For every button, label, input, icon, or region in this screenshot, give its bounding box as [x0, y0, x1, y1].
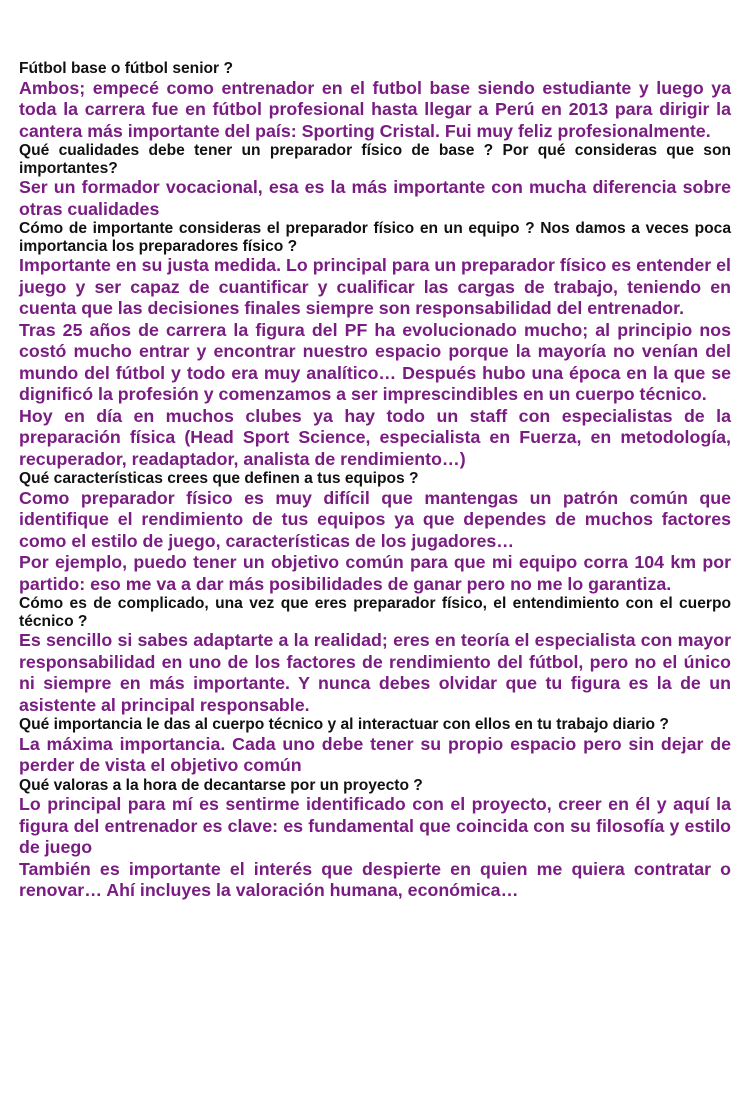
answer-text: Lo principal para mí es sentirme identificado con el proyecto, creer en él y aquí la figura del entrenador es clave: es fundamental que coincida con su filosofía y estilo de juego: [19, 794, 731, 857]
answer-text: Ambos; empecé como entrenador en el futbol base siendo estudiante y luego ya toda la carrera fue en fútbol profesional hasta llegar a Perú en 2013 para dirigir la cantera más importante del país: Sporting Cristal. Fui muy feliz profesionalmente.: [19, 77, 731, 141]
question-text: Fútbol base o fútbol senior ?: [19, 60, 233, 77]
question-text: Cómo de importante consideras el preparador físico en un equipo ? Nos damos a veces poca importancia los preparadores físico ?: [19, 220, 731, 255]
question-text: Qué características crees que definen a tus equipos ?: [19, 470, 419, 487]
question-text: Qué importancia le das al cuerpo técnico y al interactuar con ellos en tu trabajo diario ?: [19, 716, 669, 733]
answer-text: Como preparador físico es muy difícil que mantengas un patrón común que identifique el rendimiento de tus equipos ya que dependes de muchos factores como el estilo de juego, características de los jugadores…: [19, 487, 731, 551]
question-text: Qué cualidades debe tener un preparador físico de base ? Por qué consideras que son importantes?: [19, 142, 731, 177]
answer-text: Ser un formador vocacional, esa es la más importante con mucha diferencia sobre otras cualidades: [19, 177, 731, 219]
answer-text: Es sencillo si sabes adaptarte a la realidad; eres en teoría el especialista con mayor responsabilidad en uno de los factores de rendimiento del fútbol, pero no el único ni siempre en más importante. Y nunca debes olvidar que tu figura es la de un asistente al principal responsable.: [19, 630, 731, 715]
answer-text: Importante en su justa medida. Lo principal para un preparador físico es entender el juego y ser capaz de cuantificar y cualificar las cargas de trabajo, teniendo en cuenta que las decisiones finales siempre son responsabilidad del entrenador.: [19, 255, 731, 318]
answer-text: También es importante el interés que despierte en quien me quiera contratar o renovar… Ahí incluyes la valoración humana, económica…: [19, 858, 731, 900]
answer-text: Hoy en día en muchos clubes ya hay todo un staff con especialistas de la preparación física (Head Sport Science, especialista en Fuerza, en metodología, recuperador, readaptador, analista de rendimiento…): [19, 405, 731, 469]
answer-text: Por ejemplo, puedo tener un objetivo común para que mi equipo corra 104 km por partido: eso me va a dar más posibilidades de ganar pero no me lo garantiza.: [19, 552, 731, 594]
question-text: Qué valoras a la hora de decantarse por un proyecto ?: [19, 776, 423, 794]
answer-text: Tras 25 años de carrera la figura del PF ha evolucionado mucho; al principio nos costó mucho entrar y encontrar nuestro espacio porque la mayoría no venían del mundo del fútbol y todo era muy analítico… Después hubo una época en la que se dignificó la profesión y comenzamos a ser imprescindibles en un cuerpo técnico.: [19, 319, 731, 404]
answer-text: La máxima importancia. Cada uno debe tener su propio espacio pero sin dejar de perder de vista el objetivo común: [19, 733, 731, 775]
interview-document: [19, 60, 731, 902]
question-text: Cómo es de complicado, una vez que eres preparador físico, el entendimiento con el cuerpo técnico ?: [19, 595, 731, 630]
